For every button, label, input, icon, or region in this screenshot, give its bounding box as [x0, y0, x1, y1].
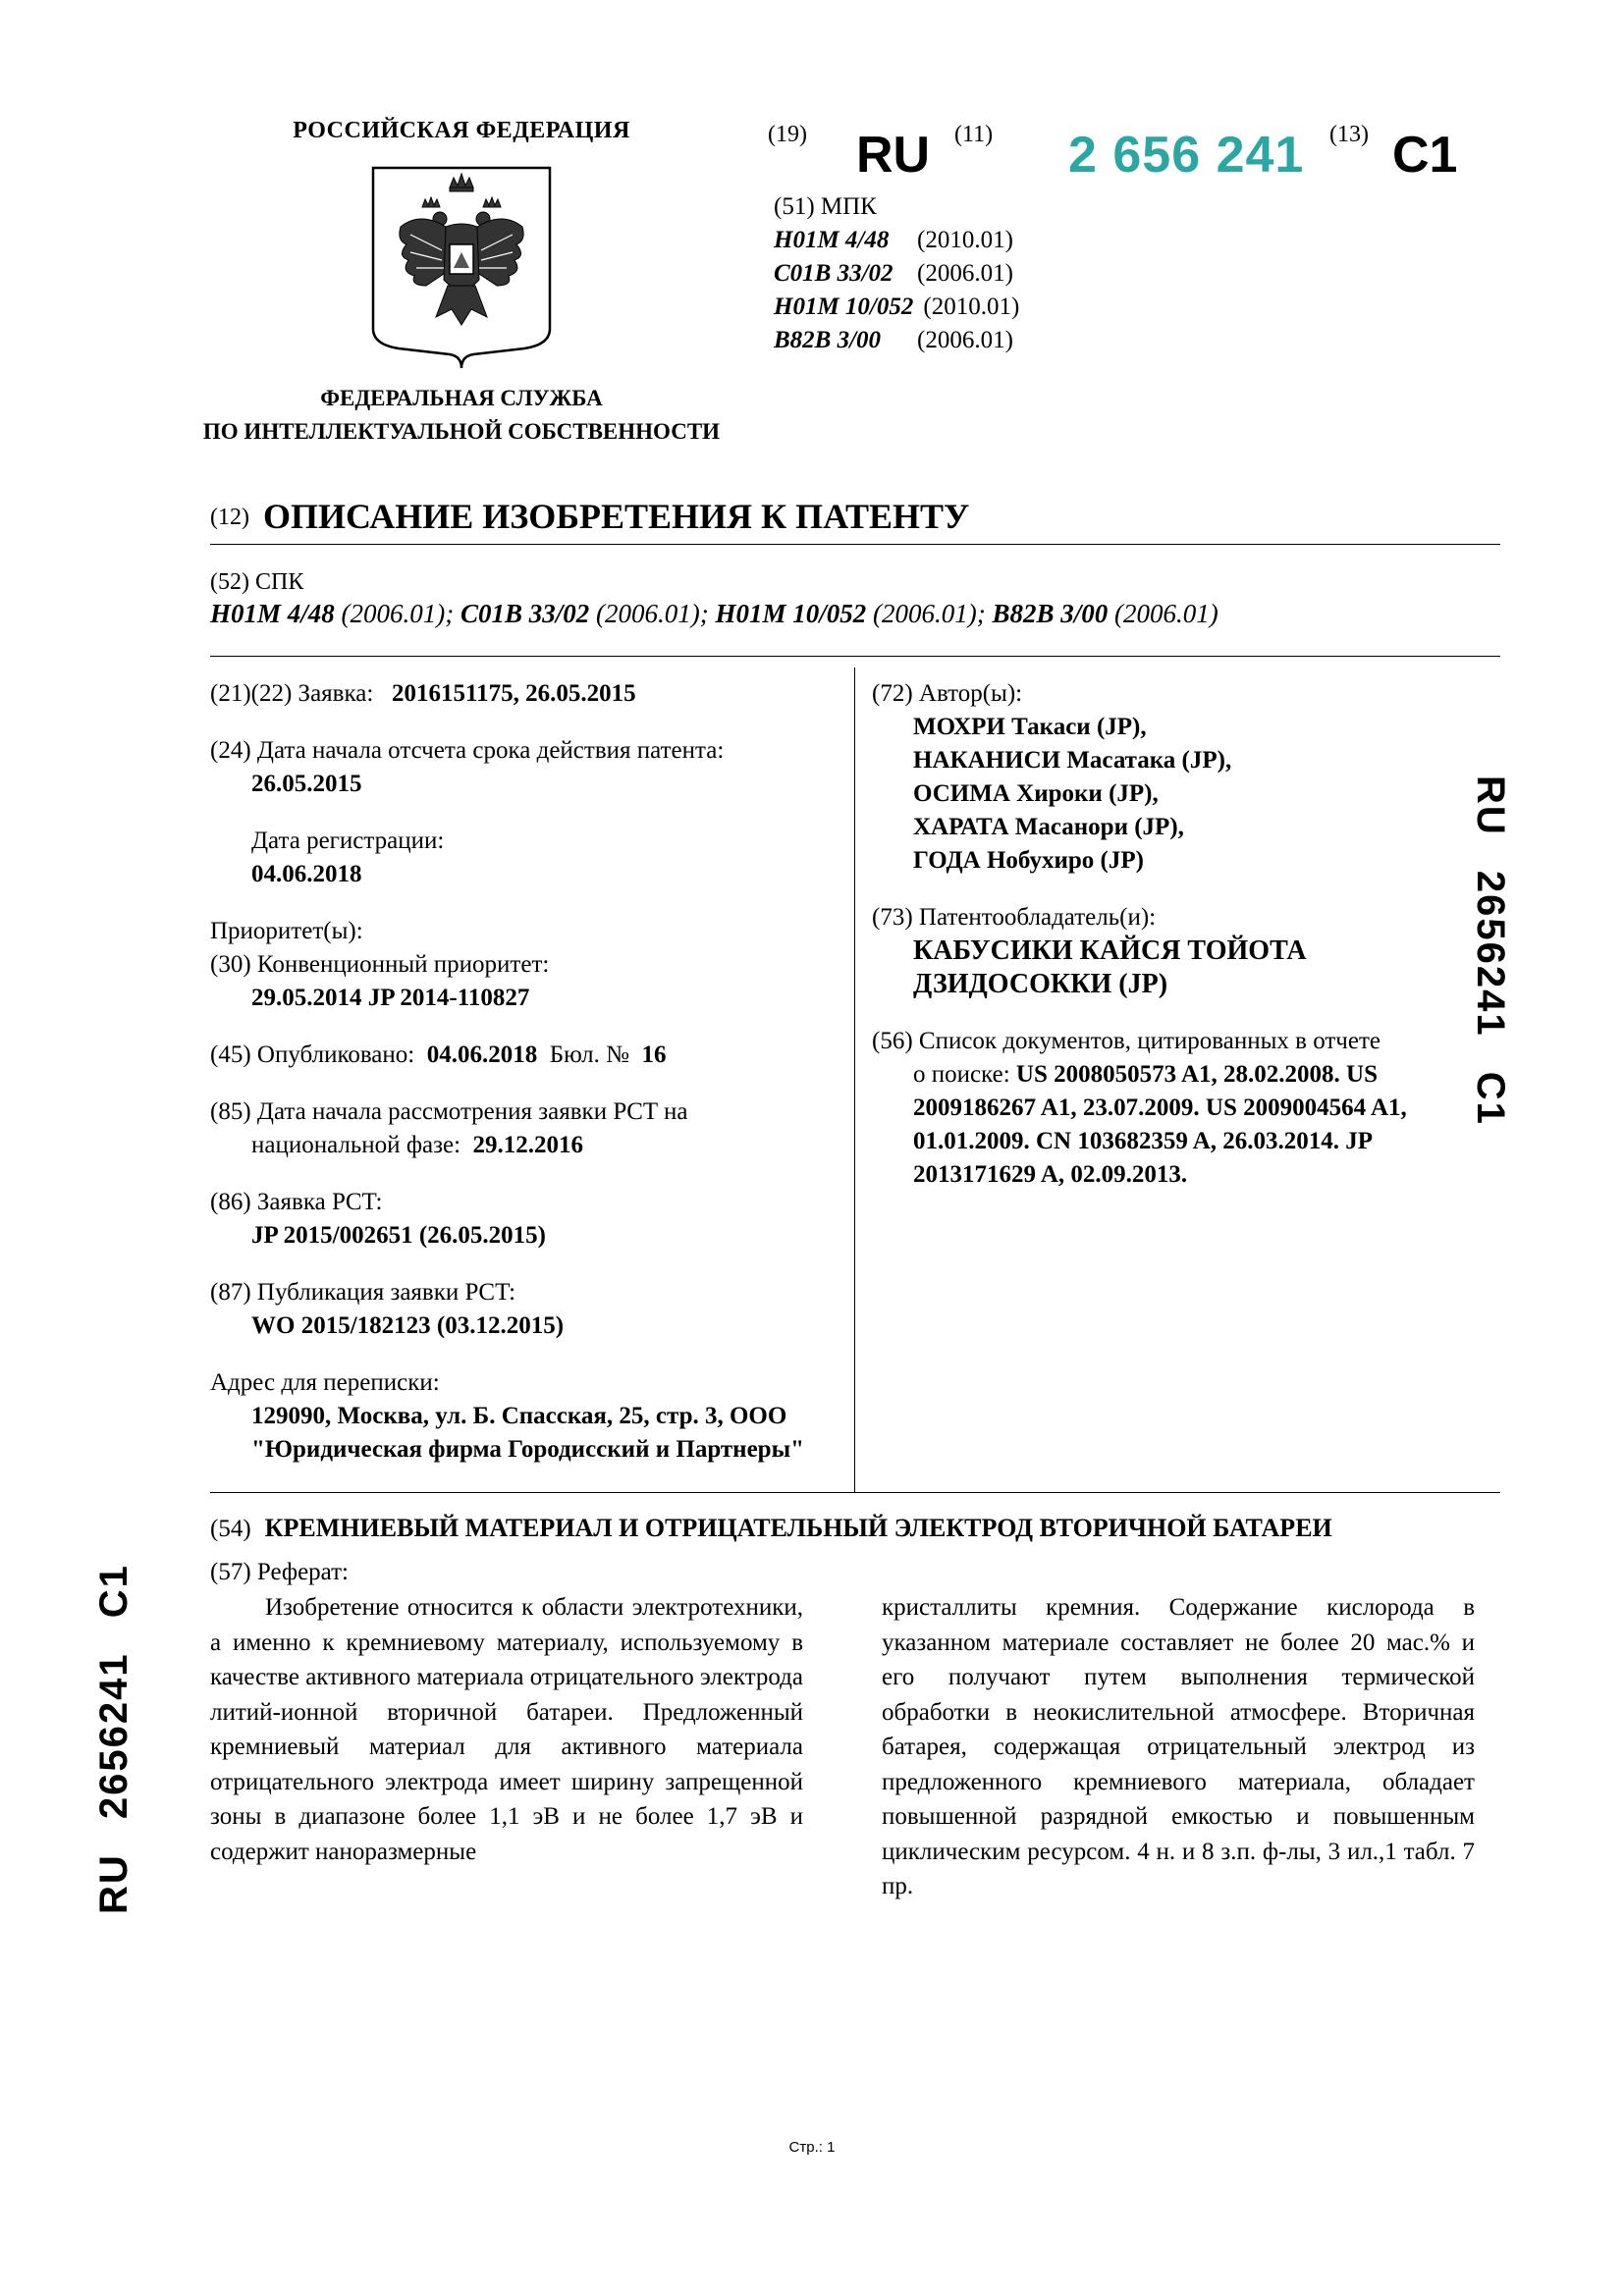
document-title: (12) ОПИСАНИЕ ИЗОБРЕТЕНИЯ К ПАТЕНТУ: [210, 497, 970, 536]
patent-owner-field: (73) Патентообладатель(и): КАБУСИКИ КАЙСЯ ТОЙОТА ДЗИДОСОККИ (JP): [872, 904, 1307, 999]
author: НАКАНИСИ Масатака (JP),: [913, 747, 1232, 774]
author: ХАРАТА Масанори (JP),: [913, 814, 1184, 840]
correspondence-address-field: Адрес для переписки: 129090, Москва, ул. Б. Спасская, 25, стр. 3, ООО "Юридическая фирма Городисский и Партнеры": [210, 1369, 804, 1463]
pct-application-field: (86) Заявка PCT: JP 2015/002651 (26.05.2015): [210, 1189, 546, 1249]
page-number: Стр.: 1: [788, 2139, 836, 2156]
ipc-row: B82B 3/00 (2006.01): [774, 327, 1013, 353]
pct-publication-field: (87) Публикация заявки PCT: WO 2015/182123 (03.12.2015): [210, 1279, 565, 1339]
coat-of-arms-icon: [367, 162, 556, 370]
ipc-label: (51) МПК: [774, 193, 877, 220]
ipc-row: H01M 10/052 (2010.01): [774, 294, 1020, 320]
author: МОХРИ Такаси (JP),: [913, 714, 1147, 740]
ipc-row: H01M 4/48 (2010.01): [774, 227, 1013, 253]
bibliographic-right: [872, 677, 1490, 1192]
bibliographic-left: [210, 677, 848, 1467]
abstract-column-2: кристаллиты кремния. Содержание кислорода в указанном материале составляет не более 20 мас.% и его получают путем выполнения термической обработки в неокислительной атмосфере. Вторичная батарея, содержащая отрицательный электрод из предложенного кремниевого материала, обладает повышенной разрядной емкостью и повышенным циклическим ресурсом. 4 н. и 8 з.п. ф-лы, 3 ил.,1 табл. 7 пр.: [882, 1594, 1475, 1899]
country-name: РОССИЙСКАЯ ФЕДЕРАЦИЯ: [293, 118, 630, 143]
ipc-block: [774, 190, 1019, 357]
code-13: (13): [1329, 122, 1369, 147]
abstract-label: (57) Реферат:: [210, 1559, 349, 1585]
divider: [210, 1492, 1500, 1493]
agency-name: ФЕДЕРАЛЬНАЯ СЛУЖБА ПО ИНТЕЛЛЕКТУАЛЬНОЙ СОБСТВЕННОСТИ: [202, 386, 721, 444]
author: ГОДА Нобухиро (JP): [913, 847, 1144, 874]
priority-field: Приоритет(ы): (30) Конвенционный приоритет: 29.05.2014 JP 2014-110827: [210, 918, 550, 1011]
country-code: RU: [856, 127, 931, 184]
authors-field: (72) Автор(ы): МОХРИ Такаси (JP), НАКАНИСИ Масатака (JP), ОСИМА Хироки (JP), ХАРАТА Масанори (JP), ГОДА Нобухиро (JP): [872, 677, 1490, 878]
divider: [210, 656, 1500, 657]
author: ОСИМА Хироки (JP),: [913, 780, 1159, 807]
spk-label: (52) СПК: [210, 569, 304, 595]
cited-documents-field: (56) Список документов, цитированных в отчете о поиске: US 2008050573 A1, 28.02.2008. US 2009186267 A1, 23.07.2009. US 2009004564 A1, 01.01.2009. CN 103682359 A, 26.03.2014. JP 2013171629 A, 02.09.2013.: [872, 1028, 1407, 1188]
side-patent-id-left: RU 2656241 C1: [92, 1564, 135, 1914]
published-field: (45) Опубликовано: 04.06.2018 Бюл. № 16: [210, 1041, 667, 1068]
kind-code: C1: [1392, 127, 1458, 184]
code-19: (19): [768, 122, 807, 147]
code-11: (11): [954, 122, 994, 147]
spk-codes: H01M 4/48 (2006.01); C01B 33/02 (2006.01); H01M 10/052 (2006.01); B82B 3/00 (2006.01): [210, 599, 1218, 628]
column-divider: [854, 667, 855, 1492]
abstract-column-1: Изобретение относится к области электротехники, а именно к кремниевому материалу, используемому в качестве активного материала отрицательного электрода литий-ионной вторичной батареи. Предложенный кремниевый материал для активного материала отрицательного электрода имеет ширину запрещенной зоны в диапазоне более 1,1 эВ и не более 1,7 эВ и содержит наноразмерные: [210, 1594, 803, 1865]
application-field: (21)(22) Заявка: 2016151175, 26.05.2015: [210, 680, 636, 707]
start-date-field: (24) Дата начала отсчета срока действия патента: 26.05.2015: [210, 737, 725, 797]
header-left: [167, 118, 756, 449]
pct-national-phase-field: (85) Дата начала рассмотрения заявки PCT на национальной фазе: 29.12.2016: [210, 1098, 688, 1158]
registration-field: Дата регистрации: 04.06.2018: [251, 828, 445, 887]
ipc-row: C01B 33/02 (2006.01): [774, 260, 1013, 287]
divider: [210, 544, 1500, 545]
side-patent-id-right: RU 2656241 C1: [1469, 775, 1512, 1126]
invention-title: (54) КРЕМНИЕВЫЙ МАТЕРИАЛ И ОТРИЦАТЕЛЬНЫЙ ЭЛЕКТРОД ВТОРИЧНОЙ БАТАРЕИ: [210, 1514, 1332, 1542]
patent-number: 2 656 241: [1068, 127, 1305, 184]
